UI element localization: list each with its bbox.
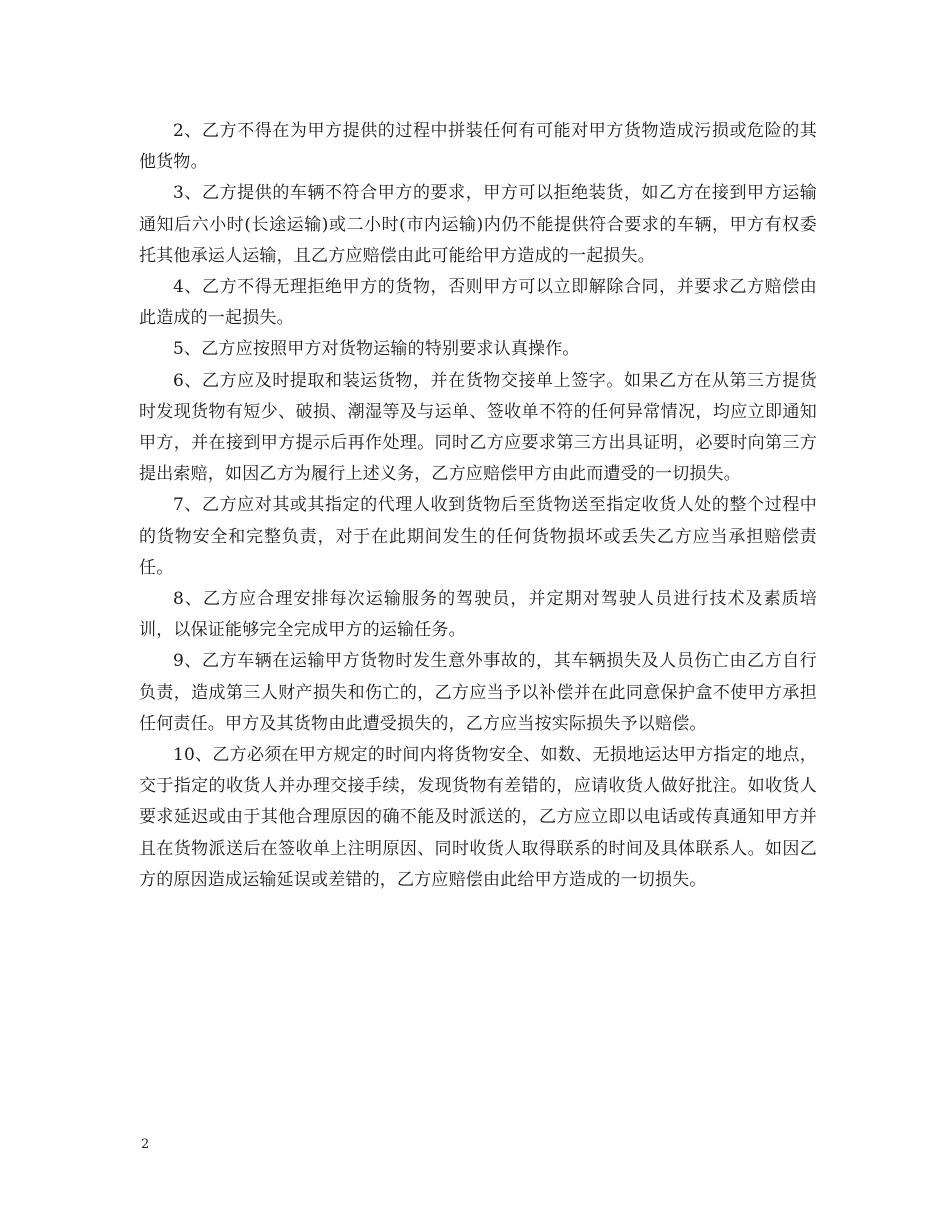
page-number: 2 [141, 1137, 150, 1152]
clause-4: 4、乙方不得无理拒绝甲方的货物，否则甲方可以立即解除合同，并要求乙方赔偿由此造成的一起损失。 [139, 277, 817, 329]
clause-9: 9、乙方车辆在运输甲方货物时发生意外事故的，其车辆损失及人员伤亡由乙方自行负责，造成第三人财产损失和伤亡的，乙方应当予以补偿并在此同意保护盒不使甲方承担任何责任。甲方及其货物由此遭受损失的，乙方应当按实际损失予以赔偿。 [139, 651, 817, 734]
clause-7: 7、乙方应对其或其指定的代理人收到货物后至货物送至指定收货人处的整个过程中的货物安全和完整负责，对于在此期间发生的任何货物损坏或丢失乙方应当承担赔偿责任。 [139, 495, 817, 578]
clause-3: 3、乙方提供的车辆不符合甲方的要求，甲方可以拒绝装货，如乙方在接到甲方运输通知后六小时(长途运输)或二小时(市内运输)内仍不能提供符合要求的车辆，甲方有权委托其他承运人运输，且乙方应赔偿由此可能给甲方造成的一起损失。 [139, 183, 817, 266]
clause-8: 8、乙方应合理安排每次运输服务的驾驶员，并定期对驾驶人员进行技术及素质培训，以保证能够完全完成甲方的运输任务。 [139, 589, 817, 641]
clause-10: 10、乙方必须在甲方规定的时间内将货物安全、如数、无损地运达甲方指定的地点，交于指定的收货人并办理交接手续，发现货物有差错的，应请收货人做好批注。如收货人要求延迟或由于其他合理原因的确不能及时派送的，乙方应立即以电话或传真通知甲方并且在货物派送后在签收单上注明原因、同时收货人取得联系的时间及具体联系人。如因乙方的原因造成运输延误或差错的，乙方应赔偿由此给甲方造成的一切损失。 [139, 745, 817, 890]
clause-6: 6、乙方应及时提取和装运货物，并在货物交接单上签字。如果乙方在从第三方提货时发现货物有短少、破损、潮湿等及与运单、签收单不符的任何异常情况，均应立即通知甲方，并在接到甲方提示后再作处理。同时乙方应要求第三方出具证明，必要时向第三方提出索赔，如因乙方为履行上述义务，乙方应赔偿甲方由此而遭受的一切损失。 [139, 370, 817, 485]
clause-2: 2、乙方不得在为甲方提供的过程中拼装任何有可能对甲方货物造成污损或危险的其他货物。 [139, 121, 817, 173]
clause-5: 5、乙方应按照甲方对货物运输的特别要求认真操作。 [173, 339, 580, 360]
document-body [139, 116, 817, 896]
